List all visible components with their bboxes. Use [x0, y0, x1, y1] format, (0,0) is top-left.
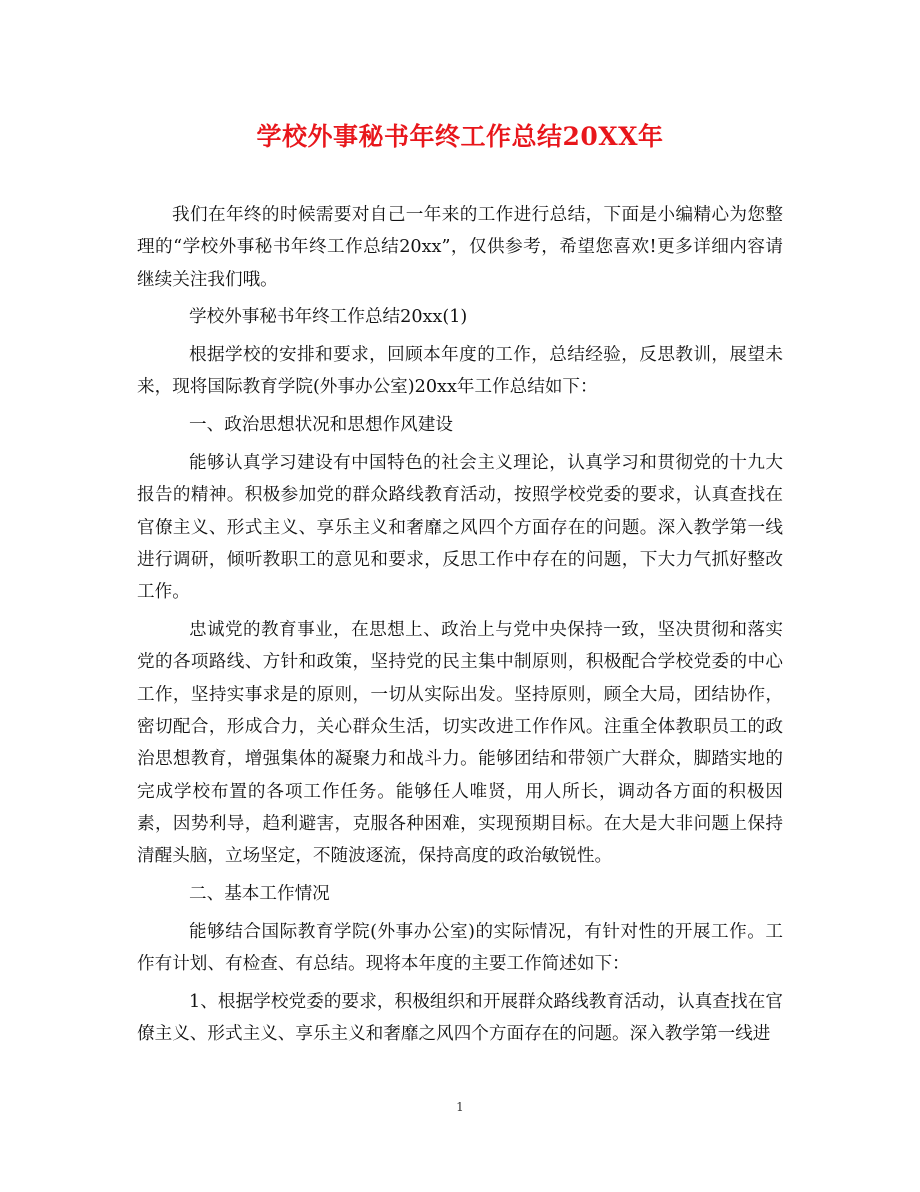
section-heading: 一、政治思想状况和思想作风建设	[189, 415, 453, 436]
section-heading: 学校外事秘书年终工作总结20xx(1)	[189, 307, 468, 328]
page-number: 1	[456, 1100, 464, 1114]
body-paragraph: 能够认真学习建设有中国特色的社会主义理论，认真学习和贯彻党的十九大报告的精神。积极参加党的群众路线教育活动，按照学校党委的要求，认真查找在官僚主义、形式主义、享乐主义和奢靡之风四个方面存在的问题。深入教学第一线进行调研，倾听教职工的意见和要求，反思工作中存在的问题，下大力气抓好整改工作。	[137, 453, 783, 603]
body-paragraph: 1、根据学校党委的要求，积极组织和开展群众路线教育活动，认真查找在官僚主义、形式主义、享乐主义和奢靡之风四个方面存在的问题。深入教学第一线进	[137, 991, 783, 1045]
body-paragraph: 能够结合国际教育学院(外事办公室)的实际情况，有针对性的开展工作。工作有计划、有检查、有总结。现将本年度的主要工作简述如下：	[137, 921, 783, 975]
document-body	[137, 199, 783, 1050]
section-heading: 二、基本工作情况	[189, 883, 330, 904]
intro-paragraph: 我们在年终的时候需要对自己一年来的工作进行总结，下面是小编精心为您整理的“学校外事秘书年终工作总结20xx”，仅供参考，希望您喜欢!更多详细内容请继续关注我们哦。	[137, 205, 783, 290]
body-paragraph: 忠诚党的教育事业，在思想上、政治上与党中央保持一致，坚决贯彻和落实党的各项路线、方针和政策，坚持党的民主集中制原则，积极配合学校党委的中心工作，坚持实事求是的原则，一切从实际出发。坚持原则，顾全大局，团结协作，密切配合，形成合力，关心群众生活，切实改进工作作风。注重全体教职员工的政治思想教育，增强集体的凝聚力和战斗力。能够团结和带领广大群众，脚踏实地的完成学校布置的各项工作任务。能够任人唯贤，用人所长，调动各方面的积极因素，因势利导，趋利避害，克服各种困难，实现预期目标。在大是大非问题上保持清醒头脑，立场坚定，不随波逐流，保持高度的政治敏锐性。	[137, 620, 783, 867]
document-title: 学校外事秘书年终工作总结20XX年	[256, 122, 664, 151]
body-paragraph: 根据学校的安排和要求，回顾本年度的工作，总结经验，反思教训，展望未来，现将国际教育学院(外事办公室)20xx年工作总结如下：	[137, 345, 783, 398]
